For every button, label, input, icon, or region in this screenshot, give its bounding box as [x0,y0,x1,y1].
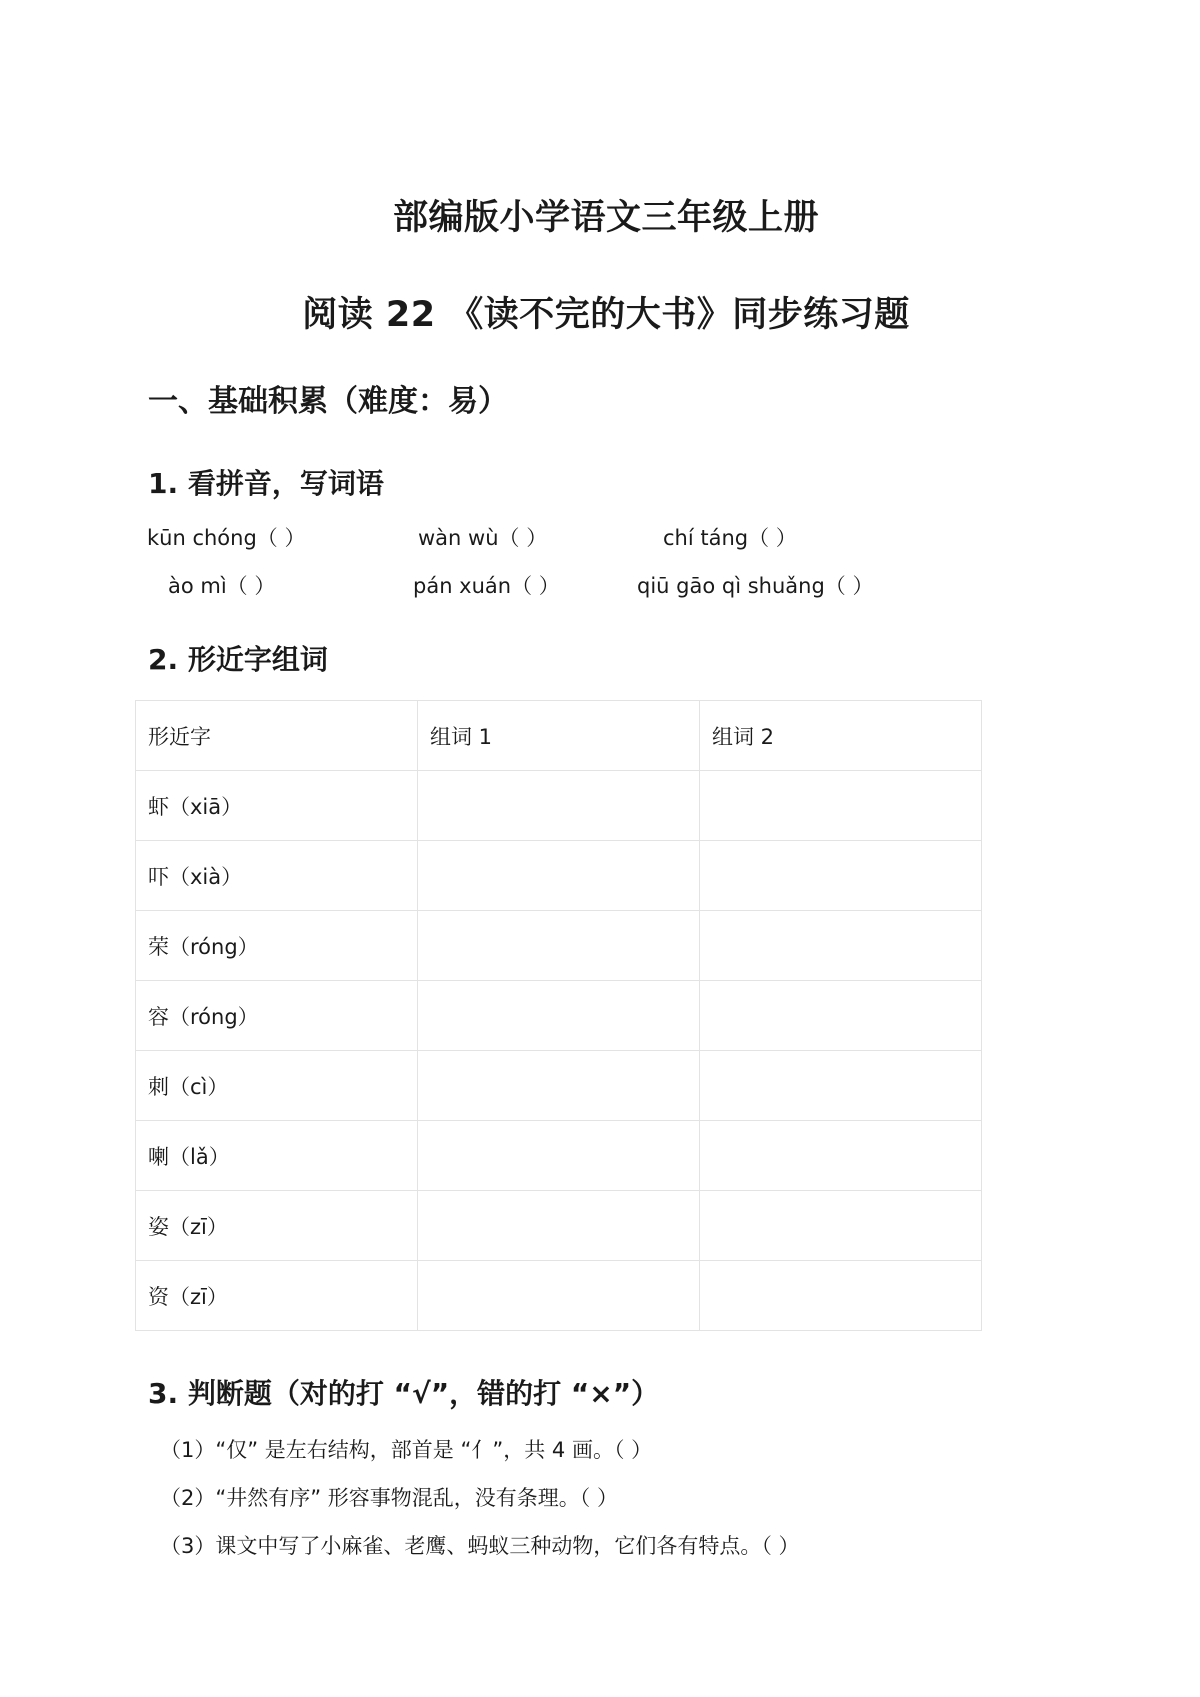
answer-cell[interactable] [700,1121,982,1191]
answer-cell[interactable] [700,841,982,911]
answer-cell[interactable] [700,1051,982,1121]
table-row [136,1261,982,1331]
answer-cell[interactable] [700,911,982,981]
statement-item: （2）“井然有序” 形容事物混乱，没有条理。（ ） [160,1486,618,1510]
statement-item: （3）课文中写了小麻雀、老鹰、蚂蚁三种动物，它们各有特点。（ ） [160,1534,800,1558]
section-heading: 一、基础积累（难度：易） [148,384,508,419]
table-row [136,771,982,841]
word-table [135,700,982,1331]
answer-cell[interactable] [700,981,982,1051]
pinyin-item: kūn chóng（ ） [147,526,306,550]
pinyin-item: qiū gāo qì shuǎng（ ） [637,574,874,598]
statement-item: （1）“仅” 是左右结构，部首是 “亻”，共 4 画。（ ） [160,1438,653,1462]
character-cell: 资（zī） [136,1261,418,1331]
column-header: 组词 1 [418,701,700,771]
pinyin-item: wàn wù（ ） [418,526,548,550]
answer-cell[interactable] [418,841,700,911]
table-row [136,981,982,1051]
table-header-row [136,701,982,771]
answer-cell[interactable] [418,1191,700,1261]
document-subtitle: 阅读 22 《读不完的大书》同步练习题 [302,295,910,335]
character-cell: 容（róng） [136,981,418,1051]
pinyin-item: pán xuán（ ） [413,574,560,598]
question-1-heading: 1. 看拼音，写词语 [148,467,384,500]
answer-cell[interactable] [700,771,982,841]
answer-cell[interactable] [418,771,700,841]
pinyin-item: ào mì（ ） [168,574,276,598]
answer-cell[interactable] [700,1191,982,1261]
character-cell: 吓（xià） [136,841,418,911]
table-row [136,911,982,981]
answer-cell[interactable] [418,911,700,981]
answer-cell[interactable] [700,1261,982,1331]
answer-cell[interactable] [418,1121,700,1191]
character-cell: 姿（zī） [136,1191,418,1261]
character-cell: 虾（xiā） [136,771,418,841]
document-title: 部编版小学语文三年级上册 [392,198,819,238]
column-header: 组词 2 [700,701,982,771]
character-cell: 刺（cì） [136,1051,418,1121]
question-2-heading: 2. 形近字组词 [148,643,328,676]
answer-cell[interactable] [418,1051,700,1121]
table-row [136,1051,982,1121]
pinyin-item: chí táng（ ） [663,526,797,550]
question-3-heading: 3. 判断题（对的打 “√”，错的打 “×”） [148,1377,660,1410]
character-cell: 荣（róng） [136,911,418,981]
table-row [136,1191,982,1261]
answer-cell[interactable] [418,1261,700,1331]
table-row [136,1121,982,1191]
answer-cell[interactable] [418,981,700,1051]
character-cell: 喇（lǎ） [136,1121,418,1191]
table-row [136,841,982,911]
column-header: 形近字 [136,701,418,771]
